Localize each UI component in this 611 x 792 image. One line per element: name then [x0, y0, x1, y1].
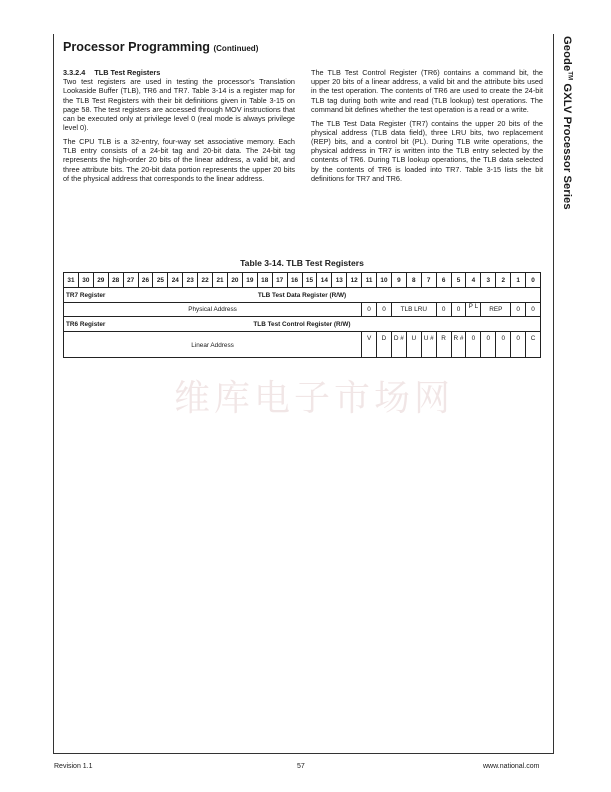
bit-cell: 1 — [511, 273, 526, 288]
tr7-bit-0: 0 — [526, 303, 541, 317]
watermark: 维库电子市场网 — [174, 378, 455, 419]
paragraph: Two test registers are used in testing the processor's Translation Lookaside Buffer (TLB), TR6 and TR7. Table 3-14 is a register map for the TLB Test Registers with their bit definitions given in Table 3-15 on page 58. The test registers are accessed through MOV instructions that can be executed only at privilege level 0 (real mode is always privilege level 0). — [63, 77, 295, 133]
footer-website: www.national.com — [483, 763, 540, 770]
footer-page-number: 57 — [297, 763, 305, 770]
side-title-rest: GXLV Processor Series — [561, 80, 573, 210]
spacer-cell — [451, 317, 540, 332]
tr6-bit-1: 0 — [511, 332, 526, 358]
tr7-register-label: TR7 Register — [64, 288, 153, 303]
paragraph: The TLB Test Control Register (TR6) contains a command bit, the upper 20 bits of a linear address, a valid bit and the attribute bits used in the test operation. The contents of TR6 are used to create the 24-bit TLB tag during both write and read (TLB lookup) test operations. The command bit defines whether the test operation is a read or a write. — [311, 68, 543, 114]
tr6-r-n: R # — [451, 332, 466, 358]
tr7-tlb-lru: TLB LRU — [391, 303, 436, 317]
tr6-fields-row — [64, 332, 541, 358]
tr7-rep: REP — [481, 303, 511, 317]
bit-cell: 2 — [496, 273, 511, 288]
bit-cell: 27 — [123, 273, 138, 288]
spacer-cell — [451, 288, 540, 303]
bit-cell: 30 — [78, 273, 93, 288]
bit-cell: 19 — [242, 273, 257, 288]
left-column — [63, 68, 295, 187]
tr7-bit-1: 0 — [511, 303, 526, 317]
footer-revision: Revision 1.1 — [54, 763, 93, 770]
bit-cell: 21 — [213, 273, 228, 288]
tr6-bit-3: 0 — [481, 332, 496, 358]
bit-cell: 31 — [64, 273, 79, 288]
bit-cell: 23 — [183, 273, 198, 288]
bit-cell: 14 — [317, 273, 332, 288]
bit-cell: 22 — [198, 273, 213, 288]
tr6-c: C — [526, 332, 541, 358]
tr6-linear-address: Linear Address — [64, 332, 362, 358]
section-heading — [63, 68, 295, 77]
bit-cell: 10 — [377, 273, 392, 288]
side-title-prefix: Geode — [561, 36, 573, 72]
tr6-bit-2: 0 — [496, 332, 511, 358]
bit-cell: 4 — [466, 273, 481, 288]
tr7-physical-address: Physical Address — [64, 303, 362, 317]
bit-cell: 26 — [138, 273, 153, 288]
tr6-v: V — [362, 332, 377, 358]
bit-cell: 6 — [436, 273, 451, 288]
tr6-d-n: D # — [391, 332, 406, 358]
bit-cell: 29 — [93, 273, 108, 288]
bit-cell: 20 — [227, 273, 242, 288]
tr7-fields-row — [64, 303, 541, 317]
tr7-register-name: TLB Test Data Register (R/W) — [153, 288, 451, 303]
right-column — [311, 68, 543, 187]
bit-cell: 11 — [362, 273, 377, 288]
tr6-register-name: TLB Test Control Register (R/W) — [153, 317, 451, 332]
tr6-register-label: TR6 Register — [64, 317, 153, 332]
tr7-bit-6: 0 — [436, 303, 451, 317]
bit-cell: 3 — [481, 273, 496, 288]
tr7-bit-5: 0 — [451, 303, 466, 317]
bit-cell: 24 — [168, 273, 183, 288]
bit-cell: 13 — [332, 273, 347, 288]
bit-cell: 0 — [526, 273, 541, 288]
tr6-bit-4: 0 — [466, 332, 481, 358]
bit-cell: 8 — [406, 273, 421, 288]
bit-cell: 25 — [153, 273, 168, 288]
tr6-r: R — [436, 332, 451, 358]
section-number: 3.3.2.4 — [63, 68, 86, 77]
tr7-label-row — [64, 288, 541, 303]
bit-cell: 12 — [347, 273, 362, 288]
section-title: TLB Test Registers — [94, 68, 161, 77]
tr7-pl: P L — [466, 303, 481, 317]
tlb-register-table — [63, 272, 541, 358]
bit-cell: 5 — [451, 273, 466, 288]
tr6-u: U — [406, 332, 421, 358]
bit-number-row — [64, 273, 541, 288]
tr6-d: D — [377, 332, 392, 358]
page-title — [63, 40, 258, 54]
bit-cell: 28 — [108, 273, 123, 288]
paragraph: The TLB Test Data Register (TR7) contains the upper 20 bits of the physical address (TLB data field), three LRU bits, two replacement (REP) bits, and a control bit (PL). During TLB write operations, the physical address in TR7 is written into the TLB entry selected by the contents of TR6. During TLB lookup operations, the TLB data selected by the contents of TR6 is loaded into TR7. Table 3-15 lists the bit definitions for TR7 and TR6. — [311, 118, 543, 183]
page-title-text: Processor Programming — [63, 40, 210, 54]
trademark-mark: TM — [566, 71, 573, 81]
tr7-bit-11: 0 — [362, 303, 377, 317]
bit-cell: 9 — [391, 273, 406, 288]
bit-cell: 15 — [302, 273, 317, 288]
bit-cell: 16 — [287, 273, 302, 288]
paragraph: The CPU TLB is a 32-entry, four-way set associative memory. Each TLB entry consists of a 24-bit tag and 20-bit data. The 24-bit tag represents the high-order 20 bits of the linear address, a valid bit, and three attribute bits. The 20-bit data portion represents the upper 20 bits of the physical address that corresponds to the linear address. — [63, 136, 295, 183]
bit-cell: 18 — [257, 273, 272, 288]
tr6-label-row — [64, 317, 541, 332]
tr7-bit-10: 0 — [377, 303, 392, 317]
bit-cell: 7 — [421, 273, 436, 288]
side-title — [553, 36, 583, 266]
continued-label: (Continued) — [213, 44, 259, 53]
tr6-u-n: U # — [421, 332, 436, 358]
table-title: Table 3-14. TLB Test Registers — [240, 258, 364, 268]
bit-cell: 17 — [272, 273, 287, 288]
